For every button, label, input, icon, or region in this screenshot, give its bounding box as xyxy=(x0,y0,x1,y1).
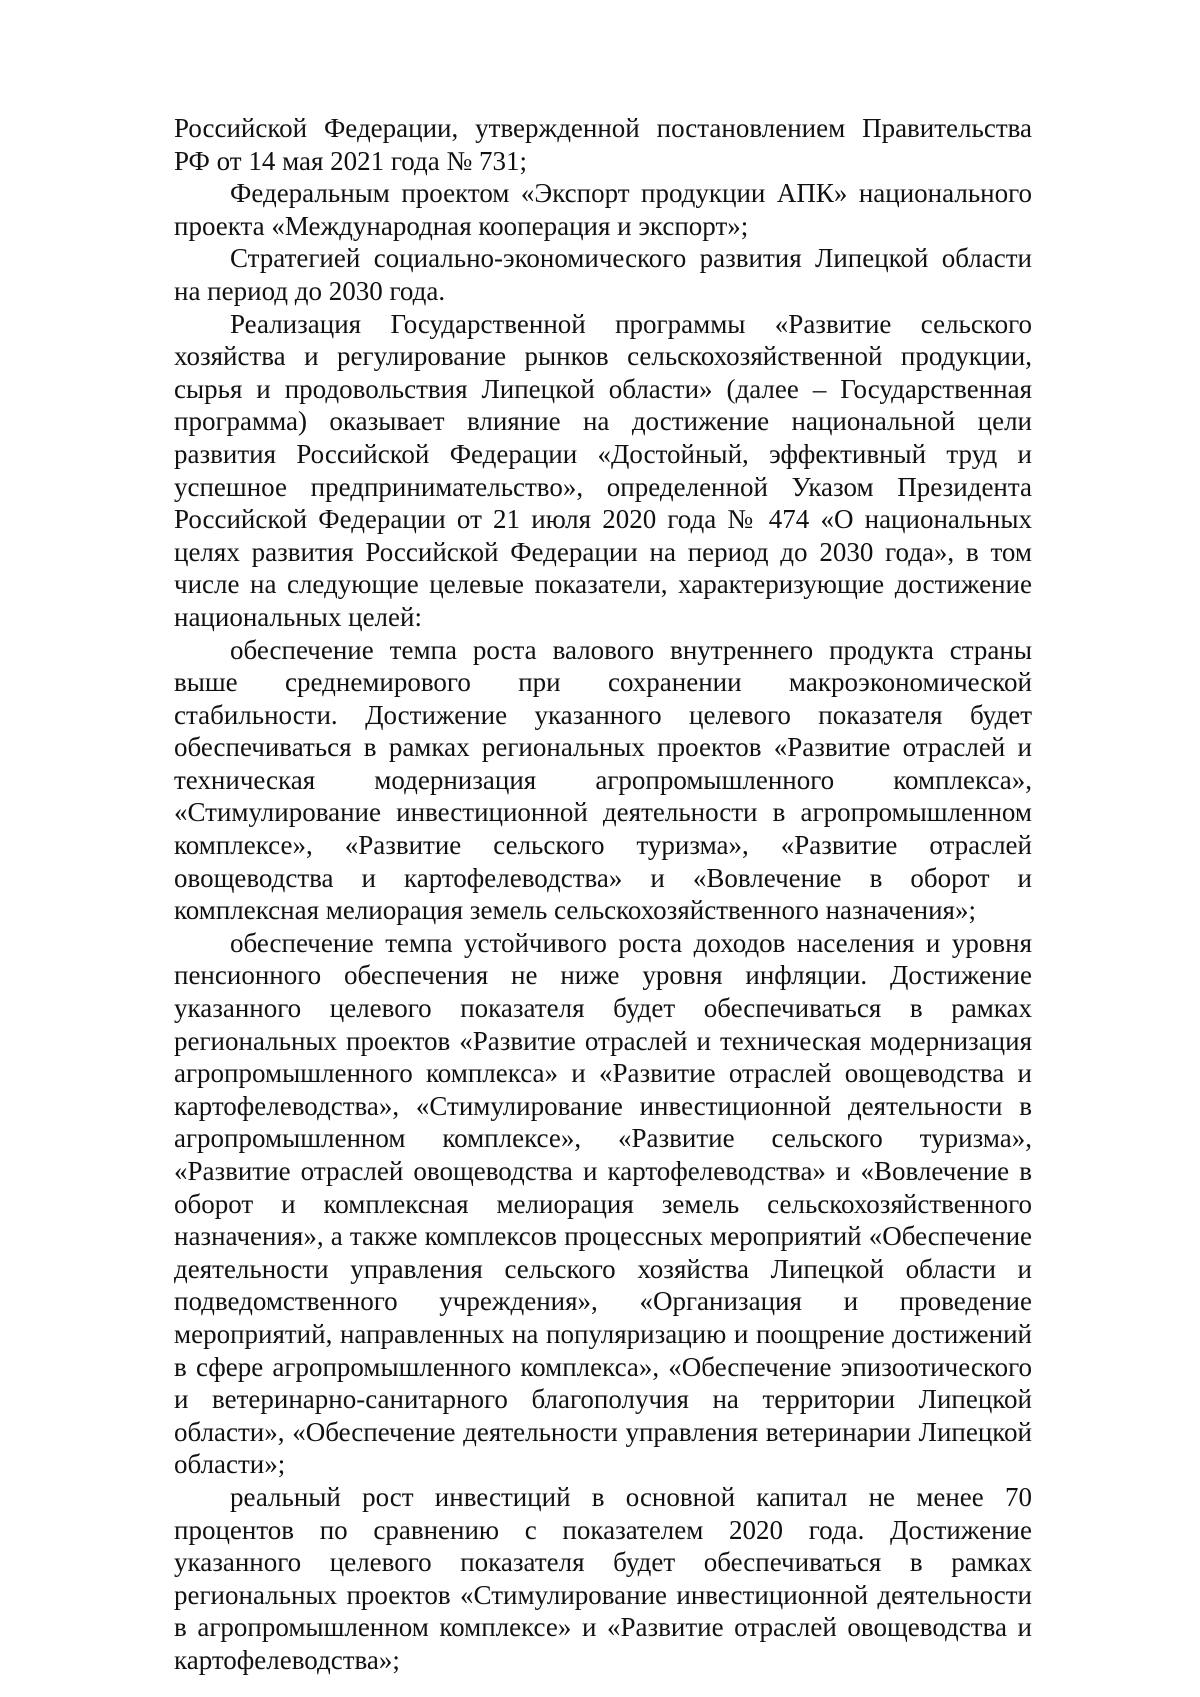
document-body xyxy=(174,112,1032,1677)
paragraph-gdp-growth: обеспечение темпа роста валового внутреннего продукта страны выше среднемирового при сохранении макроэкономической стабильности. Достижение указанного целевого показателя будет обеспечиваться в рамках региональных проектов «Развитие отраслей и техническая модернизация агропромышленного комплекса», «Стимулирование инвестиционной деятельности в агропромышленном комплексе», «Развитие сельского туризма», «Развитие отраслей овощеводства и картофелеводства» и «Вовлечение в оборот и комплексная мелиорация земель сельскохозяйственного назначения»; xyxy=(174,634,1032,926)
paragraph-continuation: Российской Федерации, утвержденной постановлением Правительства РФ от 14 мая 2021 года № 731; xyxy=(174,113,1032,176)
paragraph-program-impact: Реализация Государственной программы «Развитие сельского хозяйства и регулирование рынков сельскохозяйственной продукции, сырья и продовольствия Липецкой области» (далее – Государственная программа) оказывает влияние на достижение национальной цели развития Российской Федерации «Достойный, эффективный труд и успешное предпринимательство», определенной Указом Президента Российской Федерации от 21 июля 2020 года № 474 «О национальных целях развития Российской Федерации на период до 2030 года», в том числе на следующие целевые показатели, характеризующие достижение национальных целей: xyxy=(174,308,1032,632)
paragraph-federal-project: Федеральным проектом «Экспорт продукции АПК» национального проекта «Международная кооперация и экспорт»; xyxy=(174,178,1032,241)
paragraph-investment-growth: реальный рост инвестиций в основной капитал не менее 70 процентов по сравнению с показателем 2020 года. Достижение указанного целевого показателя будет обеспечиваться в рамках региональных проектов «Стимулирование инвестиционной деятельности в агропромышленном комплексе» и «Развитие отраслей овощеводства и картофелеводства»; xyxy=(174,1481,1032,1675)
paragraph-strategy: Стратегией социально-экономического развития Липецкой области на период до 2030 года. xyxy=(174,243,1032,306)
paragraph-income-growth: обеспечение темпа устойчивого роста доходов населения и уровня пенсионного обеспечения не ниже уровня инфляции. Достижение указанного целевого показателя будет обеспечиваться в рамках региональных проектов «Развитие отраслей и техническая модернизация агропромышленного комплекса» и «Развитие отраслей овощеводства и картофелеводства», «Стимулирование инвестиционной деятельности в агропромышленном комплексе», «Развитие сельского туризма», «Развитие отраслей овощеводства и картофелеводства» и «Вовлечение в оборот и комплексная мелиорация земель сельскохозяйственного назначения», а также комплексов процессных мероприятий «Обеспечение деятельности управления сельского хозяйства Липецкой области и подведомственного учреждения», «Организация и проведение мероприятий, направленных на популяризацию и поощрение достижений в сфере агропромышленного комплекса», «Обеспечение эпизоотического и ветеринарно-санитарного благополучия на территории Липецкой области», «Обеспечение деятельности управления ветеринарии Липецкой области»; xyxy=(174,927,1032,1480)
